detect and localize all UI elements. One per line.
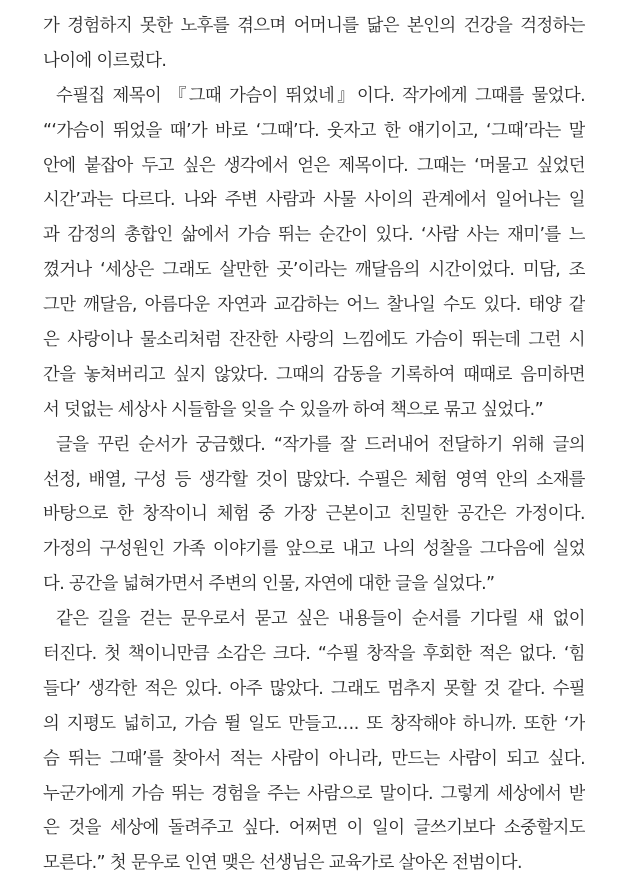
- paragraph-3: [43, 428, 585, 602]
- paragraph-2: [43, 79, 585, 428]
- text-line: 바탕으로 한 창작이니 체험 중 가장 근본이고 친밀한 공간은 가정이다.: [43, 504, 585, 525]
- paragraph-1: [43, 9, 585, 79]
- text-line: 의 지평도 넓히고, 가슴 뛸 일도 만들고…. 또 창작해야 하니까. 또한 ‘가: [43, 713, 585, 734]
- text-line: 글을 꾸린 순서가 궁금했다. “작가를 잘 드러내어 전달하기 위해 글의: [56, 434, 585, 455]
- text-line: 그만 깨달음, 아름다운 자연과 교감하는 어느 찰나일 수도 있다. 태양 같: [43, 295, 585, 316]
- text-line: 시간’과는 다르다. 나와 주변 사람과 사물 사이의 관계에서 일어나는 일: [43, 190, 585, 211]
- text-line: 가 경험하지 못한 노후를 겪으며 어머니를 닮은 본인의 건강을 걱정하는: [43, 16, 585, 36]
- text-line: 슴 뛰는 그때’를 찾아서 적는 사람이 아니라, 만드는 사람이 되고 싶다.: [43, 748, 585, 769]
- text-line: 다. 공간을 넓혀가면서 주변의 인물, 자연에 대한 글을 실었다.”: [43, 574, 495, 595]
- text-line: 모른다.” 첫 문우로 인연 맺은 선생님은 교육가로 살아온 전범이다.: [43, 853, 522, 874]
- text-line: 같은 길을 걷는 문우로서 묻고 싶은 내용들이 순서를 기다릴 새 없이: [56, 609, 585, 630]
- document-body: [43, 9, 585, 881]
- text-line: 선정, 배열, 구성 등 생각할 것이 많았다. 수필은 체험 영역 안의 소재를: [43, 469, 585, 490]
- text-line: 누군가에게 가슴 뛰는 경험을 주는 사람으로 말이다. 그렇게 세상에서 받: [43, 783, 585, 804]
- text-line: 은 사랑이나 물소리처럼 잔잔한 사랑의 느낌에도 가슴이 뛰는데 그런 시: [43, 330, 585, 351]
- text-line: 나이에 이르렀다.: [43, 50, 167, 71]
- text-line: “‘가슴이 뛰었을 때’가 바로 ‘그때’다. 웃자고 한 얘기이고, ‘그때’라는 말: [43, 120, 585, 141]
- text-line: 간을 놓쳐버리고 싶지 않았다. 그때의 감동을 기록하여 때때로 음미하면: [43, 364, 585, 385]
- text-line: 과 감정의 총합인 삶에서 가슴 뛰는 순간이 있다. ‘사람 사는 재미’를 느: [43, 225, 585, 246]
- text-line: 서 덧없는 세상사 시들함을 잊을 수 있을까 하여 책으로 묶고 싶었다.”: [43, 399, 544, 420]
- text-line: 수필집 제목이 『그때 가슴이 뛰었네』이다. 작가에게 그때를 물었다.: [56, 85, 585, 106]
- text-line: 꼈거나 ‘세상은 그래도 살만한 곳’이라는 깨달음의 시간이었다. 미담, 조: [43, 260, 585, 281]
- text-line: 들다’ 생각한 적은 있다. 아주 많았다. 그래도 멈추지 못할 것 같다. 수필: [43, 678, 585, 699]
- text-line: 가정의 구성원인 가족 이야기를 앞으로 내고 나의 성찰을 그다음에 실었: [43, 539, 585, 560]
- paragraph-4: [43, 602, 585, 881]
- text-line: 은 것을 세상에 돌려주고 싶다. 어쩌면 이 일이 글쓰기보다 소중할지도: [43, 818, 585, 839]
- text-line: 안에 붙잡아 두고 싶은 생각에서 얻은 제목이다. 그때는 ‘머물고 싶었던: [43, 155, 585, 176]
- text-line: 터진다. 첫 책이니만큼 소감은 크다. “수필 창작을 후회한 적은 없다. ‘힘: [43, 644, 585, 665]
